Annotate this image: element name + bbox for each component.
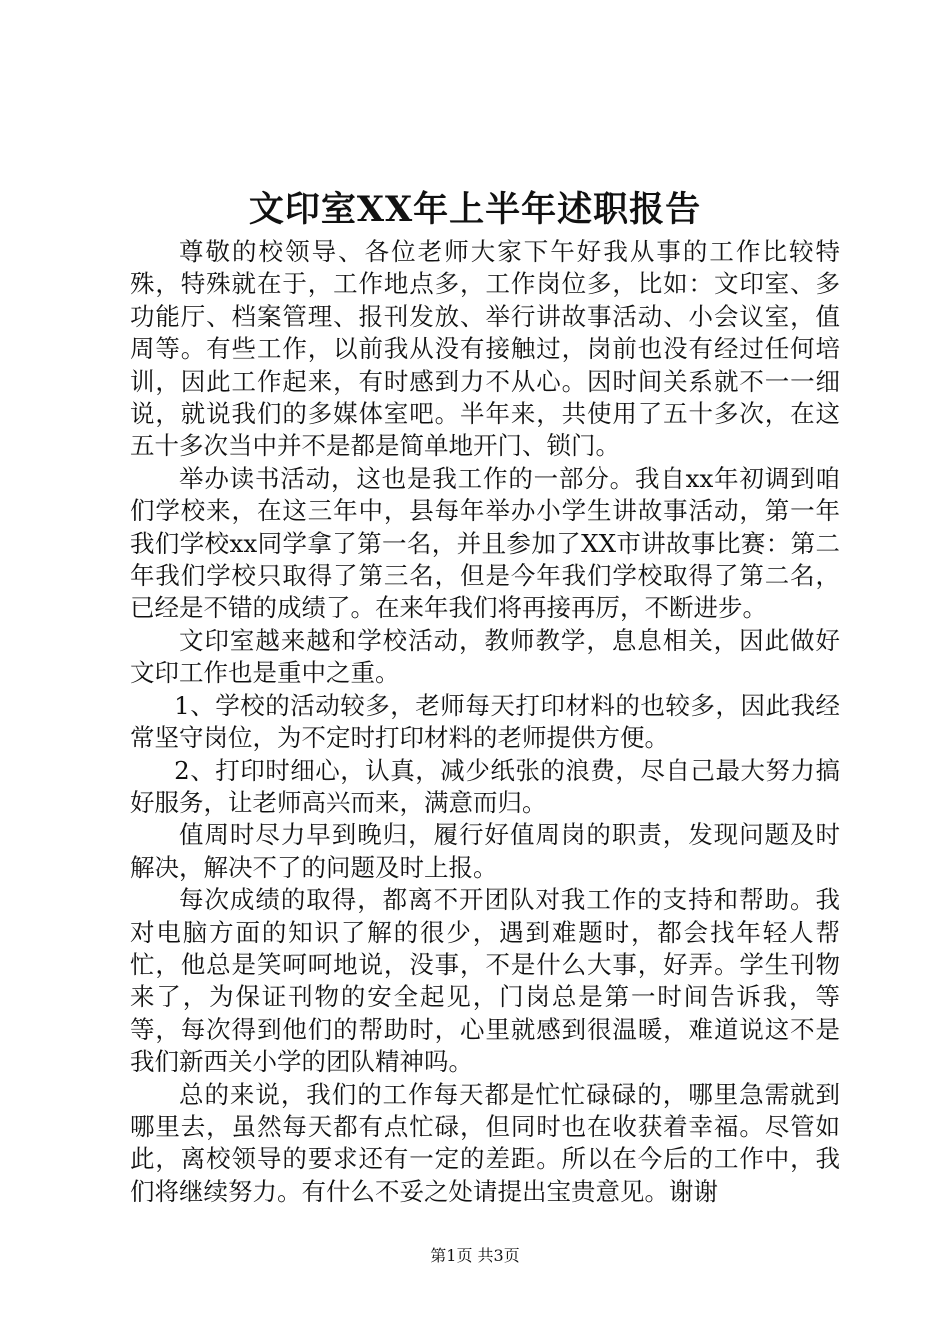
paragraph-intro: 尊敬的校领导、各位老师大家下午好我从事的工作比较特殊，特殊就在于，工作地点多，工作岗位多，比如：文印室、多功能厅、档案管理、报刊发放、举行讲故事活动、小会议室，值周等。有些工作，以前我从没有接触过，岗前也没有经过任何培训，因此工作起来，有时感到力不从心。因时间关系就不一一细说，就说我们的多媒体室吧。半年来，共使用了五十多次，在这五十多次当中并不是都是简单地开门、锁门。 xyxy=(130,237,840,461)
paragraph-print-room: 文印室越来越和学校活动，教师教学，息息相关，因此做好文印工作也是重中之重。 xyxy=(130,625,840,688)
page-number-footer: 第1页 共3页 xyxy=(430,1246,520,1265)
paragraph-teamwork: 每次成绩的取得，都离不开团队对我工作的支持和帮助。我对电脑方面的知识了解的很少，遇到难题时，都会找年轻人帮忙，他总是笑呵呵地说，没事，不是什么大事，好弄。学生刊物来了，为保证刊物的安全起见，门岗总是第一时间告诉我，等等，每次得到他们的帮助时，心里就感到很温暖，难道说这不是我们新西关小学的团队精神吗。 xyxy=(130,885,840,1077)
paragraph-summary: 总的来说，我们的工作每天都是忙忙碌碌的，哪里急需就到哪里去，虽然每天都有点忙碌，但同时也在收获着幸福。尽管如此，离校领导的要求还有一定的差距。所以在今后的工作中，我们将继续努力。有什么不妥之处请提出宝贵意见。谢谢 xyxy=(130,1079,840,1206)
paragraph-item-1: 1、学校的活动较多，老师每天打印材料的也较多，因此我经常坚守岗位，为不定时打印材料的老师提供方便。 xyxy=(130,690,840,753)
document-title: 文印室XX年上半年述职报告 xyxy=(248,189,702,230)
document-body xyxy=(130,236,840,1208)
paragraph-duty-week: 值周时尽力早到晚归，履行好值周岗的职责，发现问题及时解决，解决不了的问题及时上报。 xyxy=(130,820,840,882)
paragraph-reading-activity: 举办读书活动，这也是我工作的一部分。我自xx年初调到咱们学校来，在这三年中，县每年举办小学生讲故事活动，第一年我们学校xx同学拿了第一名，并且参加了XX市讲故事比赛：第二年我们学校只取得了第三名，但是今年我们学校取得了第二名，已经是不错的成绩了。在来年我们将再接再厉，不断进步。 xyxy=(130,463,840,623)
paragraph-item-2: 2、打印时细心，认真，减少纸张的浪费，尽自己最大努力搞好服务，让老师高兴而来，满意而归。 xyxy=(130,755,840,817)
